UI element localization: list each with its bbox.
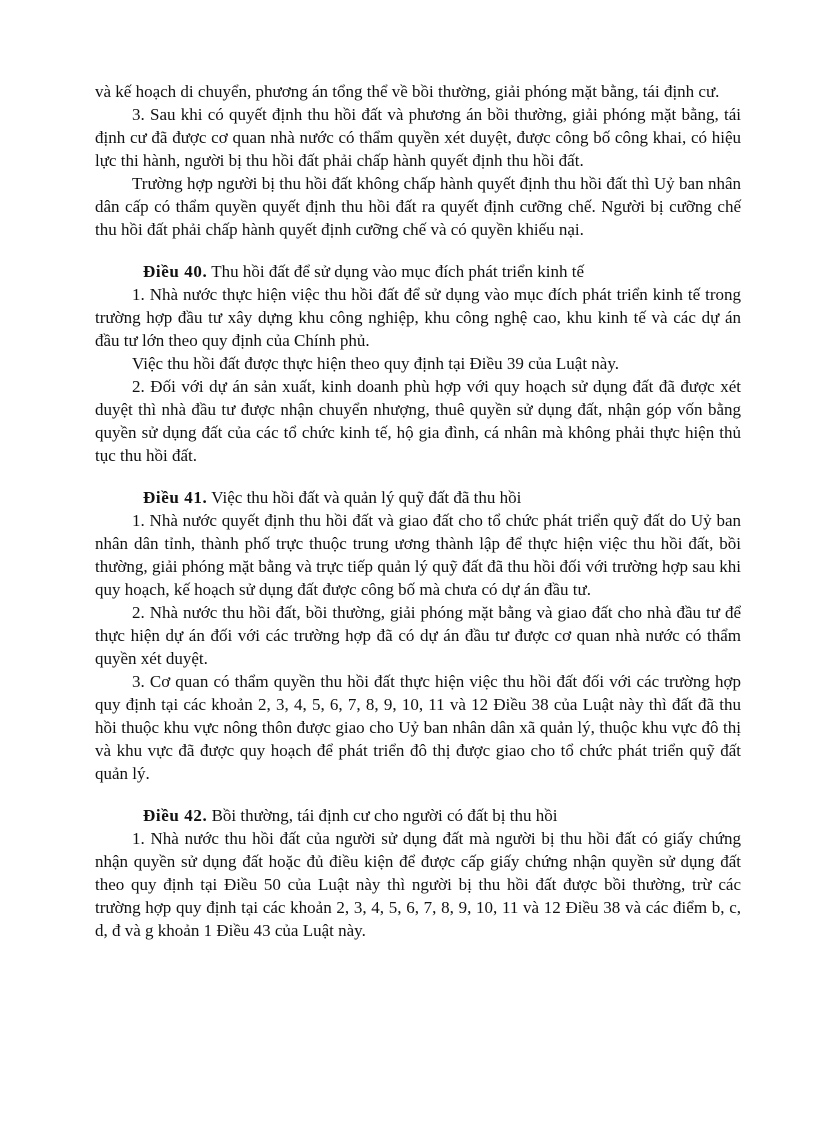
paragraph: 1. Nhà nước quyết định thu hồi đất và giao đất cho tổ chức phát triển quỹ đất do Uỷ ban nhân dân tỉnh, thành phố trực thuộc trung ương thành lập để thực hiện việc thu hồi đất, bồi thường, giải phóng mặt bằng và trực tiếp quản lý quỹ đất đã thu hồi đối với trường hợp sau khi quy hoạch, kế hoạch sử dụng đất được công bố mà chưa có dự án đầu tư. — [95, 511, 741, 599]
article-label: Điều 40. — [143, 262, 208, 281]
paragraph: Trường hợp người bị thu hồi đất không chấp hành quyết định thu hồi đất thì Uỷ ban nhân dân cấp có thẩm quyền quyết định thu hồi đất ra quyết định cưỡng chế. Người bị cưỡng chế thu hồi đất phải chấp hành quyết định cưỡng chế và có quyền khiếu nại. — [95, 174, 741, 239]
paragraph: 3. Cơ quan có thẩm quyền thu hồi đất thực hiện việc thu hồi đất đối với các trường hợp quy định tại các khoản 2, 3, 4, 5, 6, 7, 8, 9, 10, 11 và 12 Điều 38 của Luật này thì đất đã thu hồi thuộc khu vực nông thôn được giao cho Uỷ ban nhân dân xã quản lý, thuộc khu vực đô thị và khu vực đã được quy hoạch để phát triển đô thị được giao cho tổ chức phát triển quỹ đất quản lý. — [95, 672, 741, 783]
article-title: Bồi thường, tái định cư cho người có đất bị thu hồi — [211, 806, 558, 825]
paragraph: 2. Nhà nước thu hồi đất, bồi thường, giải phóng mặt bằng và giao đất cho nhà đầu tư để thực hiện dự án đối với các trường hợp đã có dự án đầu tư được cơ quan nhà nước có thẩm quyền xét duyệt. — [95, 603, 741, 668]
article-label: Điều 41. — [143, 488, 208, 507]
article-title: Việc thu hồi đất và quản lý quỹ đất đã thu hồi — [211, 488, 522, 507]
article-title: Thu hồi đất để sử dụng vào mục đích phát triển kinh tế — [211, 262, 585, 281]
paragraph: 1. Nhà nước thu hồi đất của người sử dụng đất mà người bị thu hồi đất có giấy chứng nhận quyền sử dụng đất hoặc đủ điều kiện để được cấp giấy chứng nhận quyền sử dụng đất theo quy định tại Điều 50 của Luật này thì người bị thu hồi đất được bồi thường, trừ các trường hợp quy định tại các khoản 2, 3, 4, 5, 6, 7, 8, 9, 10, 11 và 12 Điều 38 và các điểm b, c, d, đ và g khoản 1 Điều 43 của Luật này. — [95, 829, 741, 940]
article-42-heading — [95, 804, 741, 827]
paragraph: Việc thu hồi đất được thực hiện theo quy định tại Điều 39 của Luật này. — [132, 354, 619, 373]
paragraph: 2. Đối với dự án sản xuất, kinh doanh phù hợp với quy hoạch sử dụng đất đã được xét duyệt thì nhà đầu tư được nhận chuyển nhượng, thuê quyền sử dụng đất, nhận góp vốn bằng quyền sử dụng đất của các tổ chức kinh tế, hộ gia đình, cá nhân mà không phải thực hiện thủ tục thu hồi đất. — [95, 377, 741, 465]
document-page — [95, 80, 741, 942]
article-41-heading — [95, 486, 741, 509]
article-label: Điều 42. — [143, 806, 208, 825]
paragraph: và kế hoạch di chuyển, phương án tổng thể về bồi thường, giải phóng mặt bằng, tái định cư. — [95, 82, 720, 101]
paragraph: 3. Sau khi có quyết định thu hồi đất và phương án bồi thường, giải phóng mặt bằng, tái định cư đã được cơ quan nhà nước có thẩm quyền xét duyệt, được công bố công khai, có hiệu lực thi hành, người bị thu hồi đất phải chấp hành quyết định thu hồi đất. — [95, 105, 741, 170]
paragraph: 1. Nhà nước thực hiện việc thu hồi đất để sử dụng vào mục đích phát triển kinh tế trong trường hợp đầu tư xây dựng khu công nghiệp, khu công nghệ cao, khu kinh tế và các dự án đầu tư lớn theo quy định của Chính phủ. — [95, 285, 741, 350]
article-40-heading — [95, 260, 741, 283]
